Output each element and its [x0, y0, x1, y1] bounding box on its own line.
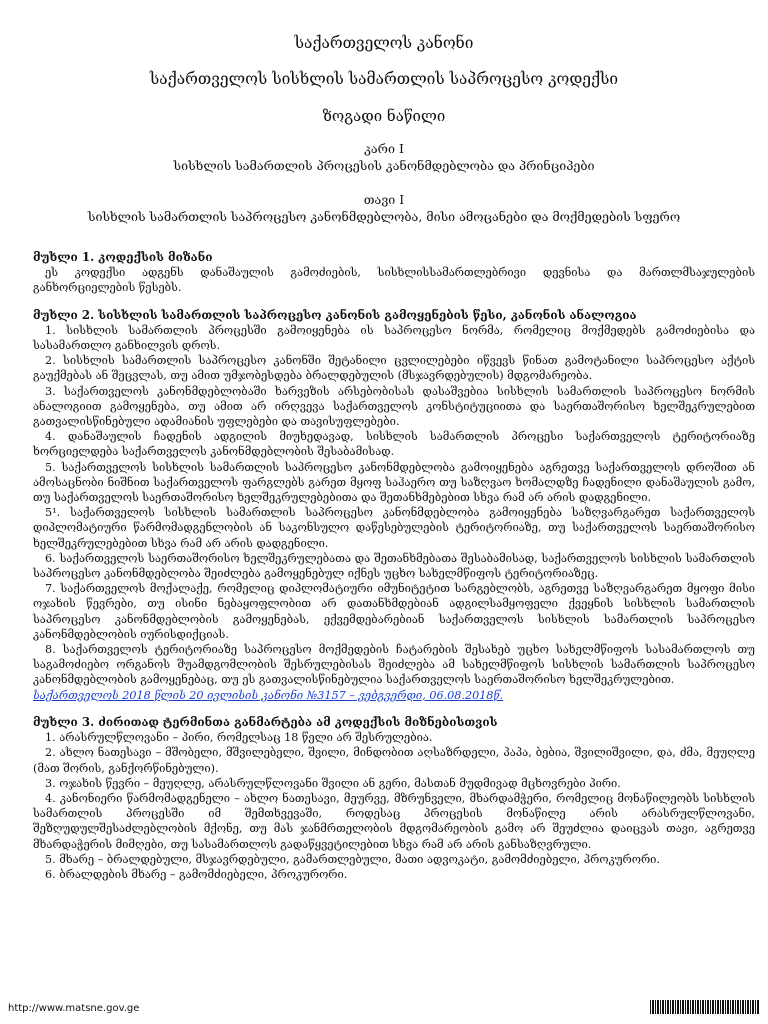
article-title: მუხლი 3. ძირითად ტერმინთა განმარტება ამ კოდექსის მიზნებისთვის	[33, 714, 498, 729]
part-heading: ზოგადი ნაწილი	[322, 107, 446, 125]
article-paragraph: 3. ოჯახის წევრი – მეუღლე, არასრულწლოვანი შვილი ან გერი, მასთან მუდმივად მცხოვრები პირი.	[45, 776, 621, 790]
article-paragraph: 7. საქართველოს მოქალაქე, რომელიც დიპლომატიური იმუნიტეტით სარგებლობს, აგრეთვე საზღვარგარეთ მყოფი მისი ოჯახის წევრები, თუ ისინი ნებაყოფლობით არ დათანხმდებიან ადგილსამყოფელი ქვეყნის სისხლის სამართლის საპროცესო კანონმდებლობის გამოყენებას, ექვემდებარებიან საქართველოს სისხლის სამართლის საპროცესო კანონმდებლობის იურისდიქციას.	[33, 582, 755, 641]
article-paragraph: 6. საქართველოს საერთაშორისო ხელშეკრულებათა და შეთანხმებათა შესაბამისად, საქართველოს სისხლის სამართლის საპროცესო კანონმდებლობა შეიძლება გამოყენებულ იქნეს უცხო სახელმწიფოს ტერიტორიაზეც.	[33, 551, 755, 581]
article-paragraph: 5¹. საქართველოს სისხლის სამართლის საპროცესო კანონმდებლობა გამოიყენება საზღვარგარეთ საქართველოს დიპლომატიური წარმომადგენლობის ან საკონსულო დაწესებულების ტერიტორიაზე, თუ საქართველოს საერთაშორისო ხელშეკრულებებით სხვა რამ არ არის დადგენილი.	[33, 506, 755, 550]
code-title: საქართველოს სისხლის სამართლის საპროცესო კოდექსი	[149, 70, 619, 88]
document-body	[33, 250, 755, 882]
article-paragraph: 1. სისხლის სამართლის პროცესში გამოიყენება ის საპროცესო ნორმა, რომელიც მოქმედებს გამოძიებისა და სასამართლო განხილვის დროს.	[33, 323, 755, 353]
article-paragraph: 3. საქართველოს კანონმდებლობაში ხარვეზის არსებობისას დასაშვებია სისხლის სამართლის საპროცესო ნორმის ანალოგიით გამოყენება, თუ ამით არ ირღვევა საქართველოს კონსტიტუციითა და საერთაშორისო ხელშეკრულებით გათვალისწინებული ადამიანის უფლებები და თავისუფლებები.	[33, 384, 755, 429]
section-number: კარი I	[364, 141, 404, 156]
article-paragraph: 6. ბრალდების მხარე – გამომძიებელი, პროკურორი.	[45, 867, 348, 881]
footer-url: http://www.matsne.gov.ge	[8, 1003, 140, 1014]
amendment-link[interactable]: საქართველოს 2018 წლის 20 ივლისის კანონი №3157 – ვებგვერდი, 06.08.2018წ.	[33, 688, 504, 702]
article-paragraph: 4. კანონიერი წარმომადგენელი – ახლო ნათესავი, მეურვე, მზრუნველი, მხარდამჭერი, რომელიც მონაწილეობს სისხლის სამართლის პროცესში იმ შემთხვევაში, როდესაც პროცესის მონაწილე არის არასრულწლოვანი, შეზღუდულშესაძლებლობის მქონე, თუ მას ჯანმრთელობის მდგომარეობის გამო არ შეუძლია დაიცვას თავი, აგრეთვე მხარდაჭერის მიმღები, თუ სასამართლოს გადაწყვეტილებით სხვა რამ არ არის განსაზღვრული.	[33, 791, 755, 851]
article-paragraph: 5. მხარე – ბრალდებული, მსჯავრდებული, გამართლებული, მათი ადვოკატი, გამომძიებელი, პროკურორი.	[45, 852, 661, 866]
barcode-graphic	[650, 1000, 760, 1014]
section-title: სისხლის სამართლის პროცესის კანონმდებლობა და პრინციპები	[173, 158, 595, 173]
article-title: მუხლი 1. კოდექსის მიზანი	[33, 250, 213, 264]
law-heading: საქართველოს კანონი	[294, 34, 474, 52]
chapter-title: სისხლის სამართლის საპროცესო კანონმდებლობა, მისი ამოცანები და მოქმედების სფერო	[87, 209, 681, 224]
article-paragraph: 2. სისხლის სამართლის საპროცესო კანონში შეტანილი ცვლილებები იწვევს წინათ გამოტანილი საპროცესო აქტის გაუქმებას ან შეცვლას, თუ ამით უმჯობესდება ბრალდებულის (მსჯავრდებულის) მდგომარეობა.	[33, 354, 755, 383]
article-paragraph: 5. საქართველოს სისხლის სამართლის საპროცესო კანონმდებლობა გამოიყენება აგრეთვე საქართველოს დროშით ან ამოსაცნობი ნიშნით საქართველოს ფარგლებს გარეთ მყოფ საჰაერო თუ საზღვაო ხომალდზე ჩადენილი დანაშაულის გამო, თუ საქართველოს საერთაშორისო ხელშეკრულებებითა და შეთანხმებებით სხვა რამ არ არის დადგენილი.	[33, 460, 755, 505]
article-paragraph: 8. საქართველოს ტერიტორიაზე საპროცესო მოქმედების ჩატარების შესახებ უცხო სახელმწიფოს სასამართლოს თუ საგამოძიებო ორგანოს შუამდგომლობის შესრულებისას შეიძლება ამ სახელმწიფოს სისხლის სამართლის საპროცესო კანონმდებლობის გამოყენებაც, თუ ეს გათვალისწინებულია საქართველოს საერთაშორისო ხელშეკრულებით.	[33, 643, 755, 687]
article-title: მუხლი 2. სისხლის სამართლის საპროცესო კანონის გამოყენების წესი, კანონის ანალოგია	[33, 307, 637, 322]
article-paragraph: ეს კოდექსი ადგენს დანაშაულის გამოძიების, სისხლისსამართლებრივი დევნისა და მართლმსაჯულების განხორციელების წესებს.	[33, 266, 755, 295]
chapter-number: თავი I	[363, 192, 405, 207]
article-paragraph: 4. დანაშაულის ჩადენის ადგილის მიუხედავად, სისხლის სამართლის პროცესი საქართველოს ტერიტორიაზე ხორციელდება საქართველოს კანონმდებლობის შესაბამისად.	[33, 430, 755, 459]
article-paragraph: 1. არასრულწლოვანი – პირი, რომელსაც 18 წელი არ შესრულებია.	[45, 731, 433, 745]
article-paragraph: 2. ახლო ნათესავი – მშობელი, მშვილებელი, შვილი, მინდობით აღსაზრდელი, პაპა, ბებია, შვილიშვილი, და, ძმა, მეუღლე (მათ შორის, განქორწინებული).	[33, 746, 755, 775]
